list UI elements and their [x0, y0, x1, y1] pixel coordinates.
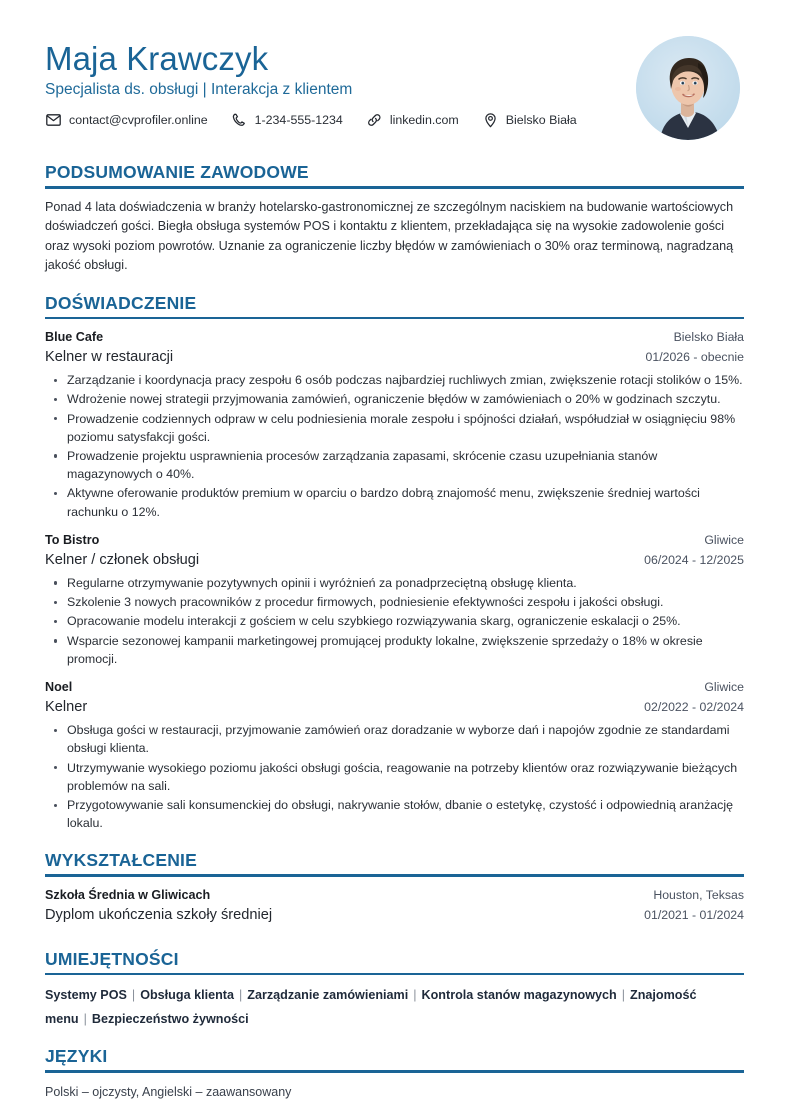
experience-entry	[45, 678, 744, 832]
education-list	[45, 886, 744, 926]
contact-phone[interactable]	[231, 112, 343, 128]
entry-dates: 02/2022 - 02/2024	[644, 699, 744, 714]
entry-location: Houston, Teksas	[653, 887, 744, 902]
bullet-item: Utrzymywanie wysokiego poziomu jakości obsługi gościa, reagowanie na potrzeby klientów oraz rozwiązywanie bieżących problemów na sali.	[45, 759, 744, 795]
section-rule	[45, 317, 744, 320]
contact-email[interactable]	[45, 112, 208, 128]
bullet-item: Prowadzenie codziennych odpraw w celu podniesienia morale zespołu i spójności działań, współudział w osiągnięciu 98% poziomu satysfakcji gości.	[45, 410, 744, 446]
skill-item: Znajomość menu	[45, 988, 697, 1027]
section-education	[45, 850, 744, 925]
section-title-skills: UMIEJĘTNOŚCI	[45, 948, 179, 969]
education-entry	[45, 886, 744, 926]
resume-header	[45, 34, 744, 140]
link-icon	[366, 112, 383, 128]
bullet-item: Zarządzanie i koordynacja pracy zespołu 6 osób podczas najbardziej ruchliwych zmian, zwiększenie rotacji stolików o 15%.	[45, 371, 744, 389]
section-title-experience: DOŚWIADCZENIE	[45, 292, 197, 313]
entry-degree: Dyplom ukończenia szkoły średniej	[45, 906, 273, 923]
avatar	[636, 36, 740, 140]
section-title-languages: JĘZYKI	[45, 1046, 108, 1067]
bullet-item: Szkolenie 3 nowych pracowników z procedur firmowych, podniesienie efektywności zespołu i jakości obsługi.	[45, 593, 744, 611]
bullet-item: Regularne otrzymywanie pozytywnych opinii i wyróżnień za ponadprzeciętną obsługę klienta.	[45, 574, 744, 592]
bullet-item: Wdrożenie nowej strategii przyjmowania zamówień, ograniczenie błędów w zamówieniach o 20% w godzinach szczytu.	[45, 390, 744, 408]
entry-school: Szkoła Średnia w Gliwicach	[45, 887, 211, 902]
entry-role: Kelner / członek obsługi	[45, 551, 200, 568]
section-experience	[45, 293, 744, 833]
section-rule	[45, 186, 744, 189]
avatar-illustration	[636, 36, 740, 140]
entry-role: Kelner	[45, 698, 88, 715]
entry-role-row	[45, 550, 744, 571]
languages-text: Polski – ojczysty, Angielski – zaawansowany	[45, 1084, 292, 1099]
entry-org-row	[45, 678, 744, 697]
experience-list	[45, 328, 744, 832]
entry-bullets	[45, 574, 744, 668]
section-languages	[45, 1046, 744, 1102]
contact-row	[45, 112, 636, 128]
contact-phone-text: 1-234-555-1234	[254, 113, 343, 128]
entry-org: Noel	[45, 680, 73, 695]
entry-org-row	[45, 531, 744, 550]
skill-separator: |	[131, 988, 136, 1003]
experience-entry	[45, 328, 744, 521]
entry-org-row	[45, 328, 744, 347]
skill-item: Kontrola stanów magazynowych	[421, 988, 617, 1003]
entry-role-row	[45, 697, 744, 718]
bullet-item: Przygotowywanie sali konsumenckiej do obsługi, nakrywanie stołów, dbanie o estetykę, czystość i odpowiednią aranżację lokalu.	[45, 796, 744, 832]
entry-degree-row	[45, 905, 744, 926]
skill-separator: |	[238, 988, 243, 1003]
contact-linkedin[interactable]	[366, 112, 459, 128]
bullet-item: Obsługa gości w restauracji, przyjmowanie zamówień oraz doradzanie w wyborze dań i napojów zgodnie ze standardami obsługi klienta.	[45, 721, 744, 757]
skill-separator: |	[621, 988, 626, 1003]
skill-separator: |	[413, 988, 417, 1003]
contact-location-text: Bielsko Biała	[505, 113, 577, 128]
entry-location: Gliwice	[704, 532, 744, 547]
map-pin-icon	[482, 112, 499, 128]
entry-org: To Bistro	[45, 532, 100, 547]
envelope-icon	[45, 112, 62, 128]
entry-location: Bielsko Biała	[673, 330, 744, 345]
phone-icon	[231, 112, 248, 128]
contact-email-text: contact@cvprofiler.online	[69, 113, 208, 128]
contact-linkedin-text: linkedin.com	[389, 113, 459, 128]
entry-org: Blue Cafe	[45, 330, 104, 345]
section-skills	[45, 949, 744, 1032]
bullet-item: Prowadzenie projektu usprawnienia procesów zarządzania zapasami, skrócenie czasu uzupełniania stanów magazynowych o 40%.	[45, 447, 744, 483]
summary-text: Ponad 4 lata doświadczenia w branży hotelarsko-gastronomicznej ze szczególnym naciskiem na budowanie wartościowych doświadczeń gości. Biegła obsługa systemów POS i kontaktu z klientem, przekładająca się na wysokie zadowolenie gości oraz wysoki poziom powrotów. Uznanie za ograniczenie liczby błędów w zamówieniach o 30% oraz terminową, nagradzaną jakość obsługi.	[45, 199, 734, 273]
contact-location	[482, 112, 577, 128]
headline: Specjalista ds. obsługi | Interakcja z klientem	[45, 80, 353, 98]
bullet-item: Opracowanie modelu interakcji z gościem w celu szybkiego rozwiązywania skarg, ograniczenie eskalacji o 25%.	[45, 612, 744, 630]
skill-item: Zarządzanie zamówieniami	[247, 988, 409, 1003]
skill-item: Bezpieczeństwo żywności	[91, 1012, 249, 1027]
header-left	[45, 34, 636, 128]
section-rule	[45, 973, 744, 976]
section-summary	[45, 162, 744, 276]
section-rule	[45, 1070, 744, 1073]
skill-separator: |	[83, 1012, 87, 1027]
entry-school-row	[45, 886, 744, 905]
bullet-item: Aktywne oferowanie produktów premium w oparciu o bardzo dobrą znajomość menu, zwiększenie średniej wartości rachunku o 12%.	[45, 484, 744, 520]
entry-dates: 06/2024 - 12/2025	[644, 552, 744, 567]
section-rule	[45, 874, 744, 877]
entry-bullets	[45, 721, 744, 832]
entry-dates: 01/2026 - obecnie	[645, 349, 744, 364]
entry-dates: 01/2021 - 01/2024	[644, 907, 744, 922]
section-title-summary: PODSUMOWANIE ZAWODOWE	[45, 162, 309, 182]
experience-entry	[45, 531, 744, 668]
skill-item: Obsługa klienta	[140, 988, 234, 1003]
skill-item: Systemy POS	[45, 988, 127, 1003]
section-title-education: WYKSZTAŁCENIE	[45, 850, 197, 871]
page-title: Maja Krawczyk	[45, 40, 269, 77]
bullet-item: Wsparcie sezonowej kampanii marketingowej promującej produkty lokalne, zwiększenie sprzedaży o 18% w okresie promocji.	[45, 632, 744, 668]
skills-list	[45, 984, 744, 1032]
entry-location: Gliwice	[704, 680, 744, 695]
entry-role-row	[45, 347, 744, 368]
entry-role: Kelner w restauracji	[45, 348, 174, 365]
entry-bullets	[45, 371, 744, 521]
